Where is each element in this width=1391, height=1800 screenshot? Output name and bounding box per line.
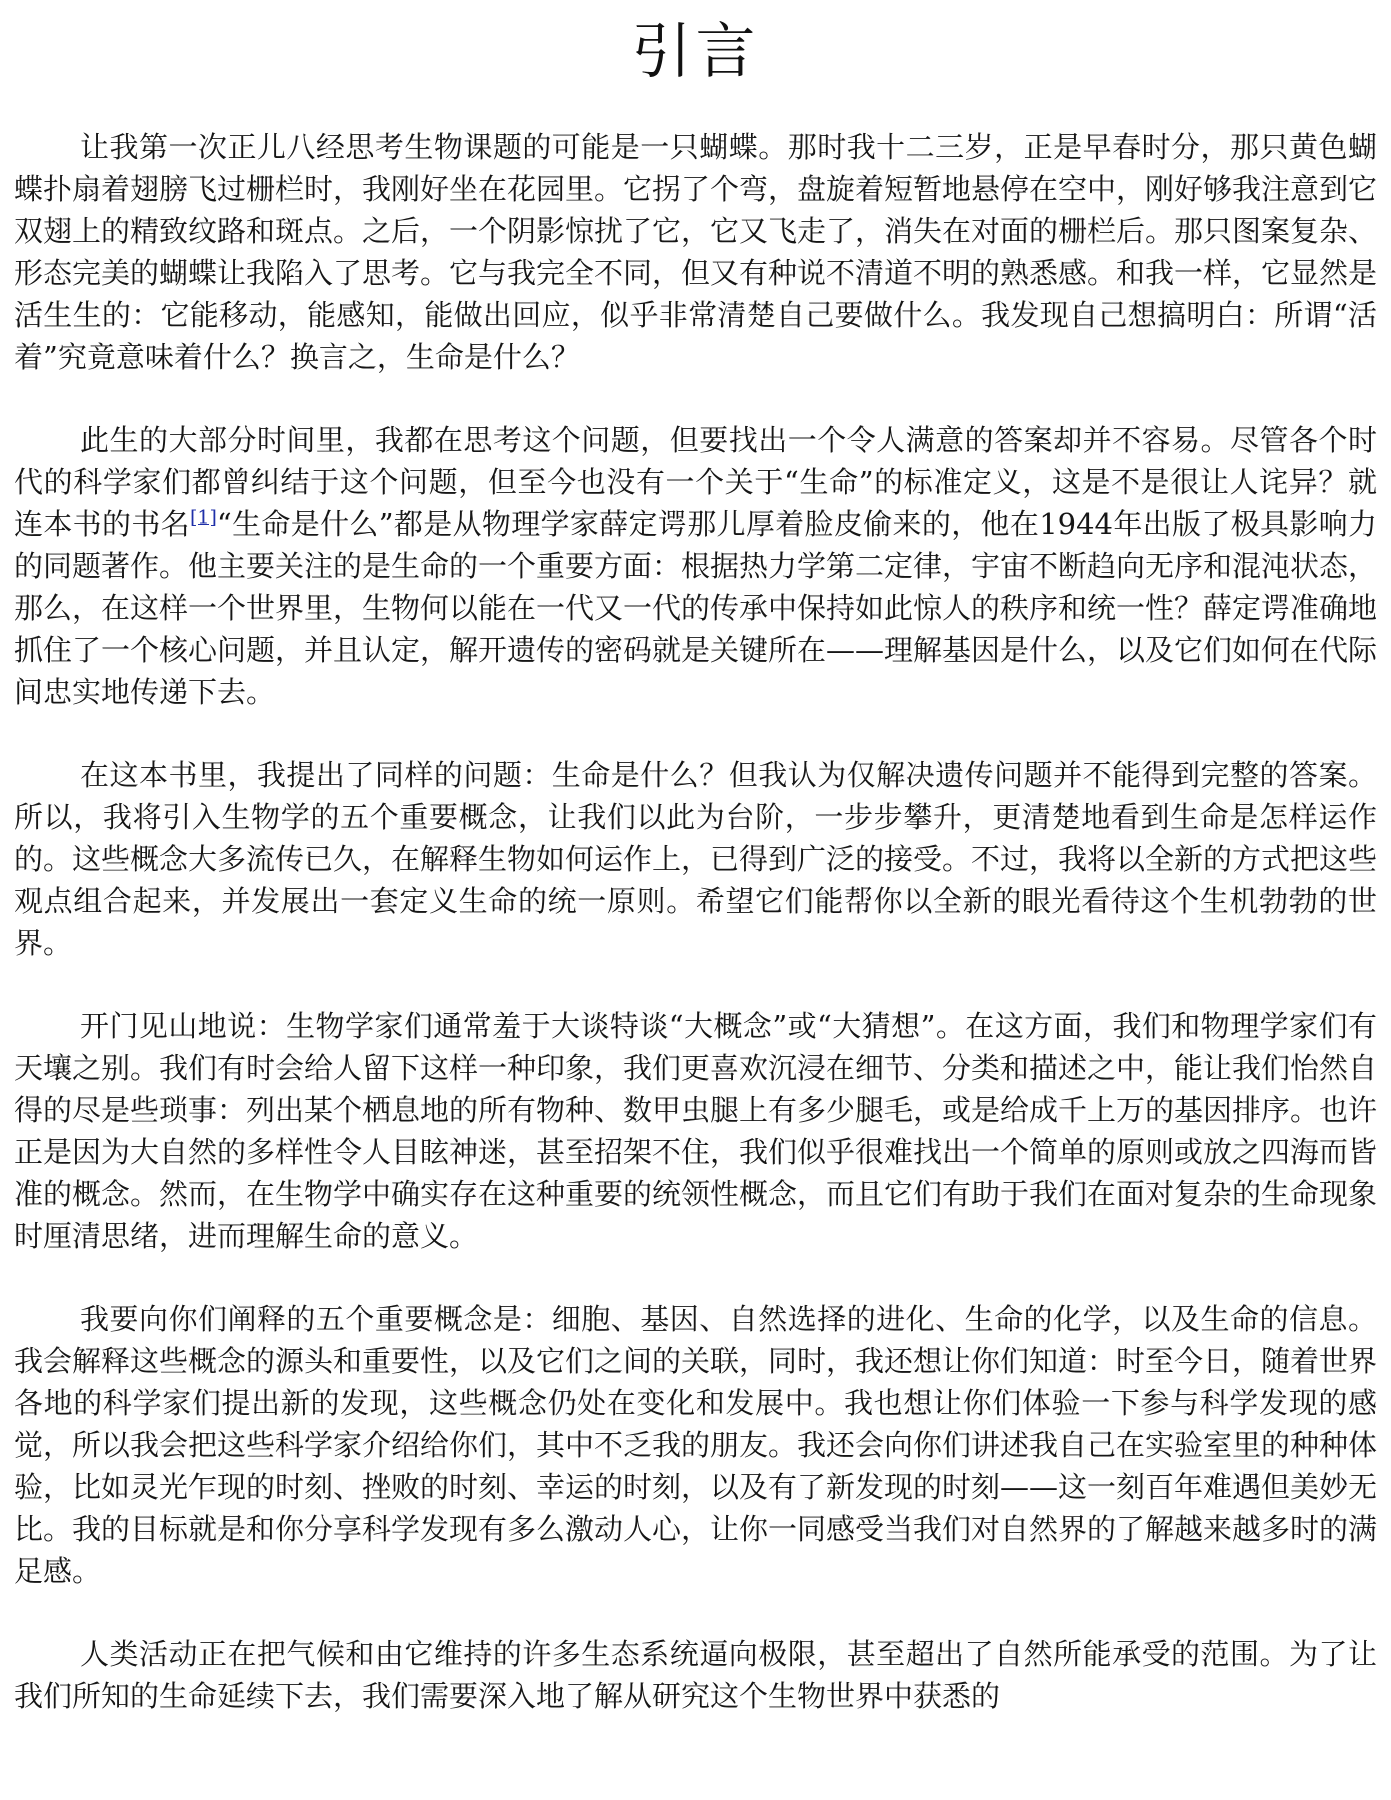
page xyxy=(14,0,1377,1800)
paragraph-5: 我要向你们阐释的五个重要概念是：细胞、基因、自然选择的进化、生命的化学，以及生命的信息。我会解释这些概念的源头和重要性，以及它们之间的关联，同时，我还想让你们知道：时至今日，随着世界各地的科学家们提出新的发现，这些概念仍处在变化和发展中。我也想让你们体验一下参与科学发现的感觉，所以我会把这些科学家介绍给你们，其中不乏我的朋友。我还会向你们讲述我自己在实验室里的种种体验，比如灵光乍现的时刻、挫败的时刻、幸运的时刻，以及有了新发现的时刻——这一刻百年难遇但美妙无比。我的目标就是和你分享科学发现有多么激动人心，让你一同感受当我们对自然界的了解越来越多时的满足感。 xyxy=(14,1302,1377,1588)
page-title: 引言 xyxy=(631,17,760,87)
paragraph-4: 开门见山地说：生物学家们通常羞于大谈特谈“大概念”或“大猜想”。在这方面，我们和物理学家们有天壤之别。我们有时会给人留下这样一种印象，我们更喜欢沉浸在细节、分类和描述之中，能让我们怡然自得的尽是些琐事：列出某个栖息地的所有物种、数甲虫腿上有多少腿毛，或是给成千上万的基因排序。也许正是因为大自然的多样性令人目眩神迷，甚至招架不住，我们似乎很难找出一个简单的原则或放之四海而皆准的概念。然而，在生物学中确实存在这种重要的统领性概念，而且它们有助于我们在面对复杂的生命现象时厘清思绪，进而理解生命的意义。 xyxy=(14,1009,1377,1253)
paragraph-6: 人类活动正在把气候和由它维持的许多生态系统逼向极限，甚至超出了自然所能承受的范围。为了让我们所知的生命延续下去，我们需要深入地了解从研究这个生物世界中获悉的 xyxy=(14,1637,1377,1713)
paragraph-2 xyxy=(14,419,1377,713)
paragraph-2-end: “生命是什么”都是从物理学家薛定谔那儿厚着脸皮偷来的，他在1944年出版了极具影响力的同题著作。他主要关注的是生命的一个重要方面：根据热力学第二定律，宇宙不断趋向无序和混沌状态，那么，在这样一个世界里，生物何以能在一代又一代的传承中保持如此惊人的秩序和统一性？薛定谔准确地抓住了一个核心问题，并且认定，解开遗传的密码就是关键所在——理解基因是什么，以及它们如何在代际间忠实地传递下去。 xyxy=(14,507,1377,709)
footnote-link[interactable]: [1] xyxy=(190,506,217,529)
body-text xyxy=(14,126,1377,1717)
paragraph-1: 让我第一次正儿八经思考生物课题的可能是一只蝴蝶。那时我十二三岁，正是早春时分，那只黄色蝴蝶扑扇着翅膀飞过栅栏时，我刚好坐在花园里。它拐了个弯，盘旋着短暂地悬停在空中，刚好够我注意到它双翅上的精致纹路和斑点。之后，一个阴影惊扰了它，它又飞走了，消失在对面的栅栏后。那只图案复杂、形态完美的蝴蝶让我陷入了思考。它与我完全不同，但又有种说不清道不明的熟悉感。和我一样，它显然是活生生的：它能移动，能感知，能做出回应，似乎非常清楚自己要做什么。我发现自己想搞明白：所谓“活着”究竟意味着什么？换言之，生命是什么？ xyxy=(14,130,1377,374)
paragraph-2-start: 此生的大部分时间里，我都在思考这个问题，但要找出一个令人满意的答案却并不容易。尽管各个时代的科学家们都曾纠结于这个问题，但至今也没有一个关于“生命”的标准定义，这是不是很让人诧异？就连本书的书名 xyxy=(14,423,1377,541)
paragraph-3: 在这本书里，我提出了同样的问题：生命是什么？但我认为仅解决遗传问题并不能得到完整的答案。所以，我将引入生物学的五个重要概念，让我们以此为台阶，一步步攀升，更清楚地看到生命是怎样运作的。这些概念大多流传已久，在解释生物如何运作上，已得到广泛的接受。不过，我将以全新的方式把这些观点组合起来，并发展出一套定义生命的统一原则。希望它们能帮你以全新的眼光看待这个生机勃勃的世界。 xyxy=(14,758,1377,960)
